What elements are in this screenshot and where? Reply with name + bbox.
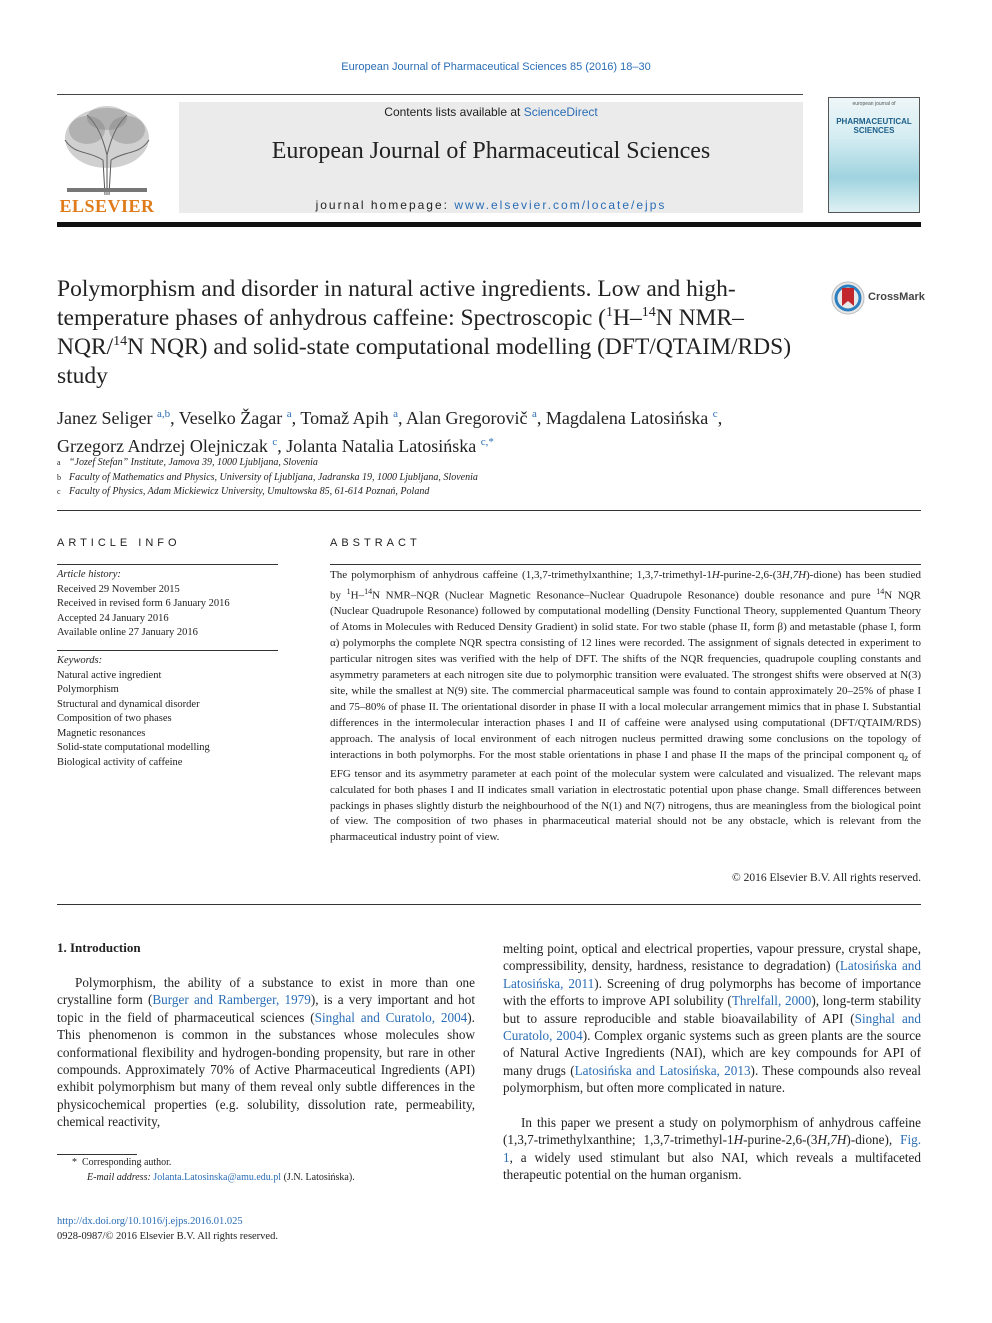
author: Tomaž Apih $^a$, [300, 408, 406, 428]
affiliation: a “Jozef Stefan” Institute, Jamova 39, 1000 Ljubljana, Slovenia [57, 457, 318, 468]
issn-line: 0928-0987/© 2016 Elsevier B.V. All rights reserved. [57, 1230, 278, 1242]
keywords-rule [57, 650, 278, 651]
intro-paragraph: In this paper we present a study on polymorphism of anhydrous caffeine (1,3,7-trimethylxanthine; 1,3,7-trimethyl-1H-purine-2,6-(3H,7H)-dione), Fig. 1, a widely used stimulant but also NAI, which reveals a multifaceted therapeutic potential on the human organism. [503, 1115, 921, 1183]
journal-cover-thumbnail [828, 97, 920, 213]
keyword: Biological activity of caffeine [57, 756, 183, 768]
cover-title: PHARMACEUTICAL SCIENCES [836, 117, 912, 135]
author: Alan Gregorovič $^a$, [405, 408, 546, 428]
affiliation: c Faculty of Physics, Adam Mickiewicz University, Umultowska 85, 61-614 Poznań, Poland [57, 486, 430, 497]
citation-link[interactable]: Burger and Ramberger, 1979 [152, 992, 311, 1008]
article-info-rule [57, 564, 278, 565]
author-list [57, 402, 917, 458]
citation-link[interactable]: Latosińska and Latosińska, 2013 [574, 1062, 751, 1078]
doi-block [57, 1215, 278, 1244]
affiliations [57, 456, 857, 500]
section-divider [57, 510, 921, 511]
author: Grzegorz Andrzej Olejniczak $^c$, [57, 436, 287, 456]
keyword: Solid-state computational modelling [57, 742, 210, 753]
history-item: Available online 27 January 2016 [57, 627, 198, 638]
article-info-heading: ARTICLE INFO [57, 537, 181, 549]
journal-homepage: journal homepage: www.elsevier.com/locate/ejps [315, 198, 667, 212]
figure-link[interactable]: Fig. 1 [503, 1132, 921, 1165]
history-item: Received 29 November 2015 [57, 583, 180, 595]
doi-link[interactable]: http://dx.doi.org/10.1016/j.ejps.2016.01.025 [57, 1216, 243, 1227]
header-thick-rule [57, 222, 921, 227]
author: Magdalena Latosińska $^c$, [545, 408, 723, 428]
keyword: Structural and dynamical disorder [57, 698, 200, 710]
journal-citation[interactable]: European Journal of Pharmaceutical Sciences 85 (2016) 18–30 [341, 61, 651, 73]
abstract-rule [330, 564, 921, 565]
keywords: Keywords: Natural active ingredient Polymorphism Structural and dynamical disorder Composition of two phases Magnetic resonances Solid-state computational modelling Biological activity of caffeine [57, 654, 278, 770]
abstract-heading: ABSTRACT [330, 537, 421, 549]
history-item: Accepted 24 January 2016 [57, 612, 169, 624]
copyright-notice: © 2016 Elsevier B.V. All rights reserved. [732, 872, 921, 884]
article-history: Article history: Received 29 November 2015 Received in revised form 6 January 2016 Accepted 24 January 2016 Available online 27 January 2016 [57, 568, 278, 641]
author: Jolanta Natalia Latosińska $^{c,*}$ [286, 436, 494, 456]
citation-link[interactable]: Singhal and Curatolo, 2004 [503, 1010, 921, 1044]
paper-title: Polymorphism and disorder in natural active ingredients. Low and high-temperature phases of anhydrous caffeine: Spectroscopic ($^1$H–$^{14}$N NMR–NQR/$^{14}$N NQR) and solid-state computational modelling (DFT/QTAIM/RDS) study [57, 276, 792, 389]
history-item: Received in revised form 6 January 2016 [57, 598, 230, 609]
email-link[interactable]: Jolanta.Latosinska@amu.edu.pl [153, 1172, 282, 1183]
citation-link[interactable]: Singhal and Curatolo, 2004 [314, 1009, 468, 1025]
section-divider [57, 904, 921, 905]
journal-title: European Journal of Pharmaceutical Sciences [271, 138, 711, 164]
intro-paragraph: Polymorphism, the ability of a substance to exist in more than one crystalline form (Burger and Ramberger, 1979), is a very important and hot topic in the field of pharmaceutical sciences (Singhal and Curatolo, 2004). This phenomenon is common in the substances whose molecules show conformational flexibility and hydrogen-bonding propensity, but rare in other compounds. Approximately 70% of Active Pharmaceutical Ingredients (API) exhibit polymorphism but many of them reveal only subtle differences in the physicochemical properties (e.g. solubility, dissolution rate, permeability, chemical reactivity, [57, 975, 476, 1130]
keyword: Polymorphism [57, 684, 119, 695]
intro-paragraph: melting point, optical and electrical properties, vapour pressure, crystal shape, compressibility, density, hardness, resistance to degradation) (Latosińska and Latosińska, 2011). Screening of drug polymorphs has become of importance with the efforts to improve API solubility (Threlfall, 2000), long-term stability but to assure reproducible and stable bioavailability of API (Singhal and Curatolo, 2004). Complex organic systems such as green plants are the source of Natural Active Ingredients (NAI), which are key compounds for API of many drugs (Latosińska and Latosińska, 2013). These compounds also reveal polymorphism, but often more complicated in nature. [503, 941, 922, 1096]
sciencedirect-link[interactable]: ScienceDirect [523, 105, 598, 119]
cover-subtitle: european journal of [852, 101, 896, 107]
section-heading: 1. Introduction [57, 940, 141, 955]
contents-availability: Contents lists available at ScienceDirect [384, 105, 598, 119]
author: Janez Seliger $^{a,b}$, [57, 408, 179, 428]
keyword: Magnetic resonances [57, 727, 146, 739]
keyword: Composition of two phases [57, 713, 172, 724]
citation-link[interactable]: Threlfall, 2000 [731, 993, 812, 1009]
citation-link[interactable]: Latosińska and Latosińska, 2011 [503, 958, 921, 991]
crossmark-icon[interactable] [831, 281, 865, 315]
author: Veselko Žagar $^a$, [178, 408, 301, 428]
homepage-link[interactable]: www.elsevier.com/locate/ejps [454, 198, 667, 212]
affiliation: b Faculty of Mathematics and Physics, University of Ljubljana, Jadranska 19, 1000 Ljubljana, Slovenia [57, 471, 478, 483]
crossmark-label[interactable]: CrossMark [868, 291, 925, 303]
elsevier-wordmark: ELSEVIER [59, 196, 155, 216]
footnote: * Corresponding author. E-mail address: Jolanta.Latosinska@amu.edu.pl (J.N. Latosińska). [72, 1157, 355, 1183]
abstract-body: The polymorphism of anhydrous caffeine (1,3,7-trimethylxanthine; 1,3,7-trimethyl-1H-purine-2,6-(3H,7H)-dione) has been studied by $^1$H–$^{14}$N NMR–NQR (Nuclear Magnetic Resonance–Nuclear Quadrupole Resonance) double resonance and pure $^{14}$N NQR (Nuclear Quadrupole Resonance) followed by computational modelling (Density Functional Theory, supplemented Quantum Theory of Atoms in Molecules with Reduced Density Gradient) in solid state. For two stable (phase II, form β) and metastable (phase I, form α) polymorphs the complete NQR spectra consisting of 12 lines were recorded. The assignment of signals detected in experiment to particular nitrogen sites was verified with the help of DFT. The shifts of the NQR frequencies, quadrupole coupling constants and asymmetry parameters at each nitrogen site due to polymorphic transition were evaluated. The strongest shifts were observed at N(3) site, while the smallest at N(9) site. The commercial pharmaceutical sample was found to contain approximately 20–25% of phase I and 75–80% of phase II. The orientational disorder in phase II with a local molecular arrangement mimics that in phase I. Substantial differences in the intermolecular interaction phases I and II of caffeine were analysed using computational (DFT/QTAIM/RDS) approach. The analysis of local environment of each nitrogen nucleus permitted drawing some conclusions on the topology of interactions in both polymorphs. For the most stable orientations in phase I and phase II the maps of the principal component $q_z$ of EFG tensor and its asymmetry parameter at each point of the molecular system were calculated and visualized. The relevant maps calculated for both phases I and II indicates small variation in electrostatic potential upon phase change. Small differences between packings in phases slightly disturb the neighbourhood of the N(1) and N(7) nitrogens, thus are meaningless from the biological point of view. The composition of two phases in pharmaceutical material should not be any obstacle, which is relevant from the pharmaceutical industry point of view. [330, 569, 922, 844]
keyword: Natural active ingredient [57, 669, 162, 681]
header-rule [57, 94, 803, 95]
